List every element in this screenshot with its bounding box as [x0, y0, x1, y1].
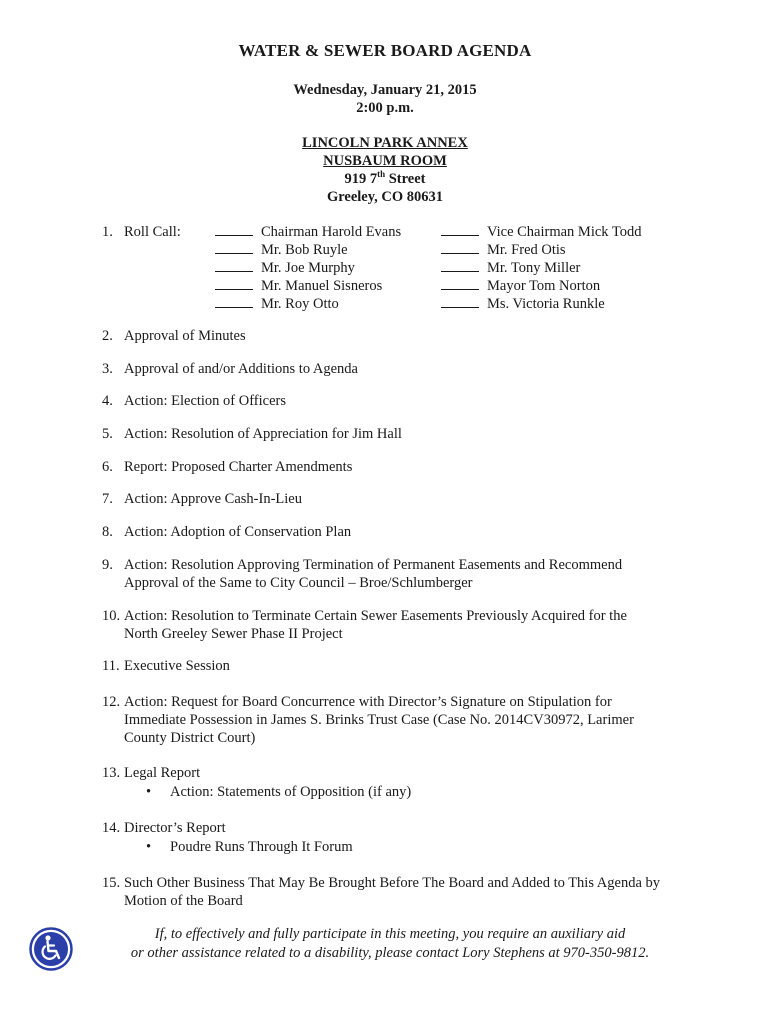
attendance-blank: [441, 223, 479, 236]
roll-call-member: Mr. Roy Otto: [215, 295, 339, 313]
bullet-icon: •: [146, 839, 152, 855]
roll-call-member: Mayor Tom Norton: [441, 277, 600, 295]
location-city: Greeley, CO 80631: [326, 189, 444, 205]
attendance-blank: [441, 277, 479, 290]
attendance-blank: [441, 259, 479, 272]
accessibility-notice: If, to effectively and fully participate in this meeting, you require an auxiliary aid or other assistance related to a disability, please contact Lory Stephens at 970-350-9812.: [130, 926, 650, 961]
item-number: 1.: [102, 224, 113, 240]
bullet-icon: •: [146, 784, 152, 800]
attendance-blank: [441, 241, 479, 254]
item-label: Roll Call:: [124, 224, 181, 240]
meeting-date: Wednesday, January 21, 2015: [293, 82, 477, 98]
attendance-blank: [215, 223, 253, 236]
roll-call-member: Chairman Harold Evans: [215, 223, 401, 241]
roll-call-member: Ms. Victoria Runkle: [441, 295, 605, 313]
location-building: LINCOLN PARK ANNEX: [302, 135, 468, 151]
location-room: NUSBAUM ROOM: [323, 153, 447, 169]
roll-call-member: Mr. Tony Miller: [441, 259, 580, 277]
attendance-blank: [215, 277, 253, 290]
attendance-blank: [215, 295, 253, 308]
location-street: 919 7th Street: [344, 169, 426, 187]
roll-call-member: Mr. Fred Otis: [441, 241, 566, 259]
document-title: WATER & SEWER BOARD AGENDA: [238, 41, 532, 60]
agenda-page: WATER & SEWER BOARD AGENDA Wednesday, January 21, 2015 2:00 p.m. LINCOLN PARK ANNEX NUSBAUM ROOM 919 7th Street Greeley, CO 80631 1. Roll Call: Chairman Harold Evans Mr. Bob Ruyle Mr. Joe Murphy Mr. Manuel Sisneros Mr. Roy Otto Vice Chairman Mick Todd Mr. Fred Otis Mr. Tony Miller Mayor Tom Norton Ms. Victoria Runkle 2. Approval of Minutes 3. Approval of and/or Additions to Agenda 4. Action: Election of Officers 5. Action: Resolution of Appreciation for Jim Hall 6. Report: Proposed Charter Amendments 7. Action: Approve Cash-In-Lieu 8. Action: Adoption of Conservation Plan 9. Action: Resolution Approving Termination of Permanent Easements and Recommend Approval of the Same to City Council – Broe/Schlumberger 10. Action: Resolution to Terminate Certain Sewer Easements Previously Acquired for the North Greeley Sewer Phase II Project 11. Executive Session 12. Action: Request for Board Concurrence with Director’s Signature on Stipulation for Immediate Possession in James S. Brinks Trust Case (Case No. 2014CV30972, Larimer County District Court) 13. Legal Report • Action: Statements of Opposition (if any) 14. Director’s Report • Poudre Runs Through It Forum 15. Such Other Business That May Be Brought Before The Board and Added to This Agenda by Motion of the Board If, to effectively and fully participate in this meeting, you require an auxiliary aid or other assistance related to a disability, please contact Lory Stephens at 970-350-9812.: [0, 0, 770, 1024]
attendance-blank: [215, 241, 253, 254]
roll-call-member: Mr. Joe Murphy: [215, 259, 355, 277]
roll-call-member: Mr. Bob Ruyle: [215, 241, 348, 259]
wheelchair-accessibility-icon: [29, 927, 73, 971]
roll-call-member: Vice Chairman Mick Todd: [441, 223, 642, 241]
attendance-blank: [215, 259, 253, 272]
roll-call-member: Mr. Manuel Sisneros: [215, 277, 382, 295]
meeting-time: 2:00 p.m.: [356, 100, 414, 116]
attendance-blank: [441, 295, 479, 308]
